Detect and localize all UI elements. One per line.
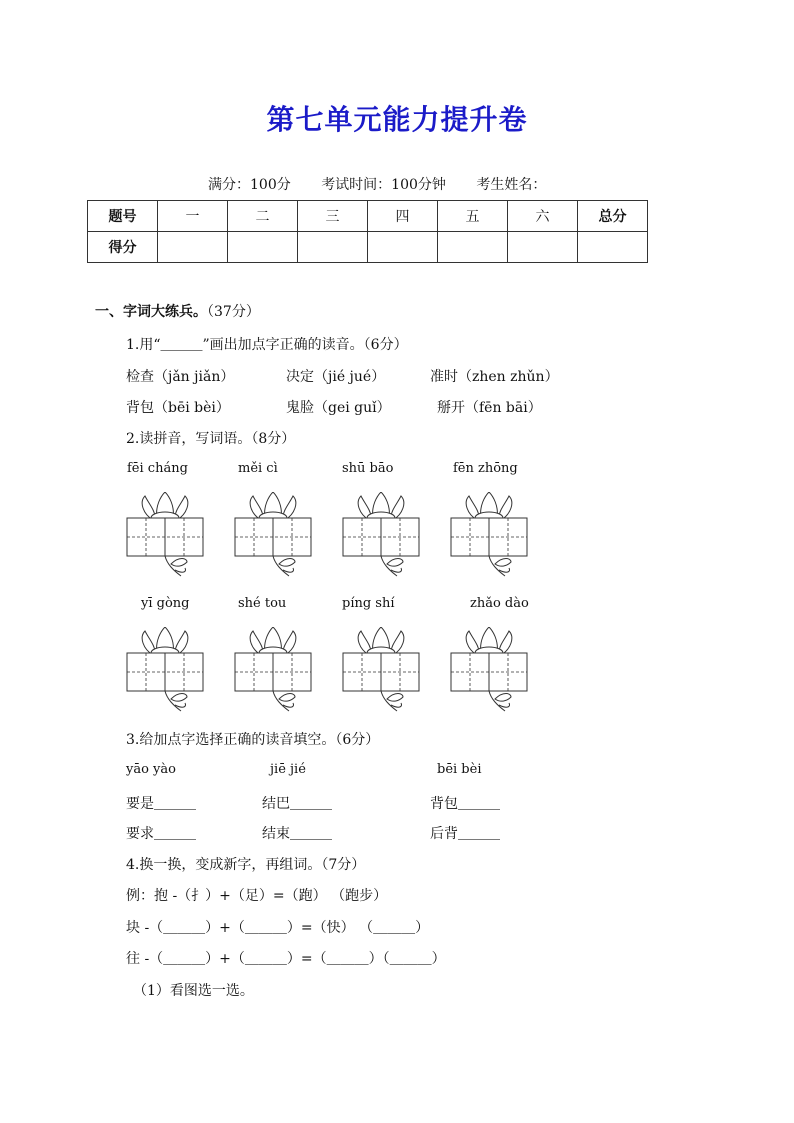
q2-pinyin: yī gòng: [141, 596, 190, 611]
q3-options: bēi bèi: [437, 762, 482, 777]
writing-box-flower[interactable]: [449, 492, 529, 578]
q2-pinyin: shū bāo: [342, 461, 394, 476]
score-cell[interactable]: [228, 232, 298, 263]
score-header-cell: 题号: [88, 201, 158, 232]
score-cell[interactable]: [368, 232, 438, 263]
q1-item[interactable]: 检查（jǎn jiǎn）: [126, 369, 235, 385]
q4-example: 例：抱 -（扌）+（足）=（跑） （跑步）: [126, 888, 388, 904]
writing-box-flower[interactable]: [125, 492, 205, 578]
score-header-cell: 总分: [578, 201, 648, 232]
writing-box-flower[interactable]: [341, 492, 421, 578]
score-header-cell: 一: [158, 201, 228, 232]
writing-box-flower[interactable]: [341, 627, 421, 713]
page-title: 第七单元能力提升卷: [266, 103, 528, 136]
q3-fill-item[interactable]: 要是＿＿＿: [126, 796, 196, 812]
q3-fill-item[interactable]: 要求＿＿＿: [126, 826, 196, 842]
q2-pinyin: píng shí: [342, 596, 395, 611]
score-row-label: 得分: [88, 232, 158, 263]
score-header-cell: 二: [228, 201, 298, 232]
writing-box-flower[interactable]: [233, 492, 313, 578]
q2-pinyin: zhǎo dào: [470, 596, 529, 611]
score-header-cell: 四: [368, 201, 438, 232]
score-header-cell: 五: [438, 201, 508, 232]
q3-options: jiē jié: [270, 762, 306, 777]
score-header-cell: 六: [508, 201, 578, 232]
score-cell[interactable]: [158, 232, 228, 263]
score-table-header-row: [88, 201, 648, 232]
q3-fill-item[interactable]: 结束＿＿＿: [262, 826, 332, 842]
q3-fill-item[interactable]: 背包＿＿＿: [430, 796, 500, 812]
score-table: [87, 200, 648, 263]
score-table-score-row: [88, 232, 648, 263]
q2-pinyin: shé tou: [238, 596, 287, 611]
section-1-points: （37分）: [207, 304, 260, 320]
score-cell[interactable]: [438, 232, 508, 263]
score-header-cell: 三: [298, 201, 368, 232]
q5-prompt: （1）看图选一选。: [133, 983, 254, 999]
student-name-label: 考生姓名：: [476, 177, 547, 193]
q3-prompt: 3.给加点字选择正确的读音填空。（6分）: [126, 732, 380, 748]
q4-line[interactable]: 块 -（＿＿＿）+（＿＿＿）=（快） （＿＿＿）: [126, 920, 430, 936]
section-1-title: [95, 301, 260, 321]
q1-item[interactable]: 准时（zhen zhǔn）: [430, 369, 559, 385]
q1-item[interactable]: 背包（bēi bèi）: [126, 400, 230, 416]
score-cell[interactable]: [578, 232, 648, 263]
q2-pinyin: fēi cháng: [127, 461, 188, 476]
q4-prompt: 4.换一换，变成新字，再组词。（7分）: [126, 857, 366, 873]
q1-item[interactable]: 决定（jié jué）: [286, 369, 386, 385]
q1-item[interactable]: 鬼脸（gei guǐ）: [286, 400, 391, 416]
section-1-heading: 一、字词大练兵。: [95, 304, 207, 320]
q3-fill-item[interactable]: 结巴＿＿＿: [262, 796, 332, 812]
exam-time: 考试时间：100分钟: [321, 177, 446, 193]
exam-info: [208, 174, 572, 194]
writing-box-flower[interactable]: [125, 627, 205, 713]
q4-line[interactable]: 往 -（＿＿＿）+（＿＿＿）=（＿＿＿）（＿＿＿）: [126, 951, 446, 967]
full-score: 满分：100分: [208, 177, 291, 193]
writing-box-flower[interactable]: [233, 627, 313, 713]
score-cell[interactable]: [508, 232, 578, 263]
q1-item[interactable]: 掰开（fēn bāi）: [437, 400, 542, 416]
score-cell[interactable]: [298, 232, 368, 263]
q2-prompt: 2.读拼音，写词语。（8分）: [126, 431, 296, 447]
q1-prompt: 1.用“＿＿＿”画出加点字正确的读音。（6分）: [126, 337, 408, 353]
q3-options: yāo yào: [126, 762, 176, 777]
q3-fill-item[interactable]: 后背＿＿＿: [430, 826, 500, 842]
writing-box-flower[interactable]: [449, 627, 529, 713]
q2-pinyin: měi cì: [238, 461, 278, 476]
q2-pinyin: fēn zhōng: [453, 461, 518, 476]
